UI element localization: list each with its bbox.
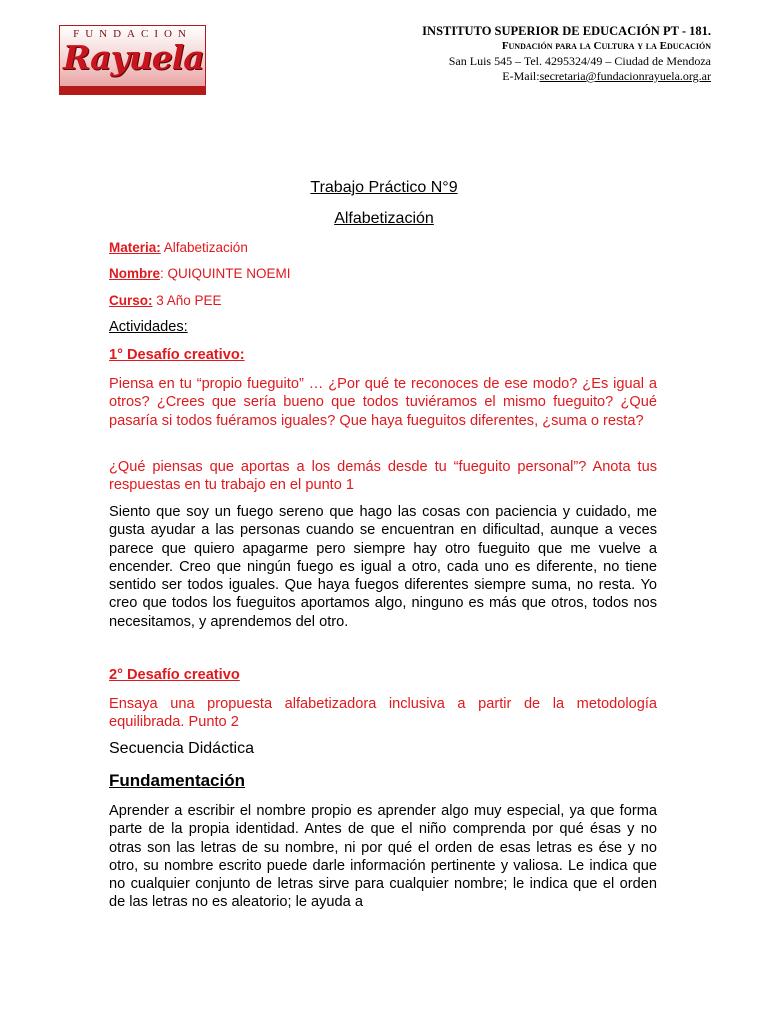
institute-email bbox=[422, 69, 711, 84]
email-link[interactable]: secretaria@fundacionrayuela.org.ar bbox=[539, 69, 711, 83]
desafio1-question: ¿Qué piensas que aportas a los demás desde tu “fueguito personal”? Anota tus respuestas en tu trabajo en el punto 1 bbox=[109, 459, 657, 494]
actividades-heading: Actividades: bbox=[109, 319, 188, 335]
logo-top-text: FUNDACION bbox=[73, 28, 192, 40]
respuesta1-paragraph: Siento que soy un fuego sereno que hago las cosas con paciencia y cuidado, me gusta ayudar a las personas cuando se encuentran en dificultad, aunque a veces parece que quiero apagarme pero siempre hay otro fueguito que me vuelve a encender. Creo que ningún fuego es igual a otro, cada uno es diferente, no tiene sentido ser todos iguales. Que haya fuegos diferentes siempre suma, no resta. Yo creo que todos los fueguitos aportamos algo, ninguno es más que otros, todos nos necesitamos, y aprendemos del otro. bbox=[109, 504, 657, 630]
institute-address: San Luis 545 – Tel. 4295324/49 – Ciudad de Mendoza bbox=[448, 54, 711, 68]
document-subtitle: Alfabetización bbox=[334, 210, 434, 227]
institute-name: INSTITUTO SUPERIOR DE EDUCACIÓN PT - 181. bbox=[422, 24, 711, 38]
fundacion-rayuela-logo bbox=[59, 25, 206, 95]
materia-label: Materia: bbox=[109, 240, 161, 255]
logo-bar bbox=[60, 86, 205, 94]
curso-field bbox=[109, 293, 222, 308]
institute-header bbox=[422, 24, 711, 84]
nombre-value: : QUIQUINTE NOEMI bbox=[160, 266, 291, 281]
fundamentacion-paragraph: Aprender a escribir el nombre propio es aprender algo muy especial, ya que forma parte de la propia identidad. Antes de que el niño comprenda por qué ésas y no otras son las letras de su nombre, ni por qué el orden de esas letras es ése y no otro, su nombre escrito puede darle información pertinente y valiosa. Le indica que no cualquier conjunto de letras sirve para cualquier nombre; le indica que el orden de las letras no es aleatorio; le ayuda a bbox=[109, 803, 657, 911]
curso-value: 3 Año PEE bbox=[152, 293, 222, 308]
logo-main-text: Rayuela bbox=[63, 38, 204, 77]
desafio1-heading: 1° Desafío creativo: bbox=[109, 347, 245, 363]
curso-label: Curso: bbox=[109, 293, 153, 308]
foundation-name: Fundación para la Cultura y la Educación bbox=[501, 40, 711, 52]
nombre-field bbox=[109, 266, 291, 281]
desafio2-instructions: Ensaya una propuesta alfabetizadora inclusiva a partir de la metodología equilibrada. Punto 2 bbox=[109, 696, 657, 731]
document-title: Trabajo Práctico N°9 bbox=[310, 179, 458, 196]
secuencia-heading: Secuencia Didáctica bbox=[109, 740, 254, 757]
materia-value: Alfabetización bbox=[160, 240, 248, 255]
email-label: E-Mail: bbox=[502, 69, 540, 83]
nombre-label: Nombre bbox=[109, 266, 161, 281]
materia-field bbox=[109, 240, 248, 255]
fundamentacion-heading: Fundamentación bbox=[109, 771, 246, 790]
desafio1-instructions: Piensa en tu “propio fueguito” … ¿Por qué te reconoces de ese modo? ¿Es igual a otros? ¿Crees que sería bueno que todos tuviéramos el mismo fueguito? ¿Qué pasaría si todos fuéramos iguales? Que haya fueguitos diferentes, ¿suma o resta? bbox=[109, 376, 657, 429]
desafio2-heading: 2° Desafío creativo bbox=[109, 667, 240, 683]
